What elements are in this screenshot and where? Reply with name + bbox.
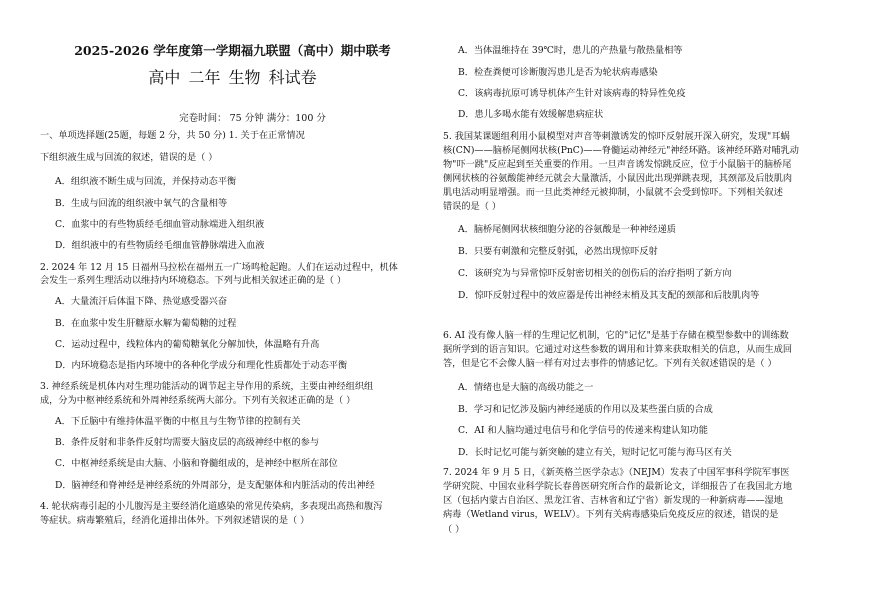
q3-option-d: D．脑神经和脊神经是神经系统的外周部分，是支配躯体和内脏活动的传出神经 — [55, 480, 375, 491]
q1-option-c: C．血浆中的有些物质经毛细血管动脉端进入组织液 — [55, 219, 265, 230]
q2-option-a: A．大量流汗后体温下降、热觉感受器兴奋 — [55, 296, 228, 307]
exam-subtitle: 高中 二年 生物 科试卷 — [148, 68, 317, 87]
q7-stem-line4: 病毒（Wetland virus，WELV）。下列有关病毒感染后免疫反应的叙述，错误的是 — [443, 509, 779, 520]
q3-option-c: C．中枢神经系统是由大脑、小脑和脊髓组成的，是神经中枢所在部位 — [55, 458, 338, 469]
q5-option-b: B．只要有刺激和完整反射弧，必然出现惊吓反射 — [458, 246, 658, 257]
q3-option-b: B．条件反射和非条件反射均需要大脑皮层的高级神经中枢的参与 — [55, 437, 320, 448]
section-heading: 一、单项选择题(25题，每题 2 分，共 50 分) 1. 关于在正常情况 — [40, 130, 305, 141]
q4-option-b: B．检查粪便可诊断腹泻患儿是否为轮状病毒感染 — [458, 67, 658, 78]
q5-stem-line5: 肌电活动明显增强。而一旦此类神经元被抑制，小鼠就不会受到惊吓。下列相关叙述 — [443, 187, 783, 198]
q6-option-b: B．学习和记忆涉及脑内神经递质的作用以及某些蛋白质的合成 — [458, 404, 713, 415]
q1-option-d: D．组织液中的有些物质经毛细血管静脉端进入血液 — [55, 240, 265, 251]
q7-stem-line3: 区（包括内蒙古自治区、黑龙江省、吉林省和辽宁省）新发现的一种新病毒——湿地 — [443, 495, 783, 506]
q1-option-b: B．生成与回流的组织液中氧气的含量相等 — [55, 198, 228, 209]
q1-option-a: A．组织液不断生成与回流，并保持动态平衡 — [55, 176, 237, 187]
q2-option-d: D．内环境稳态是指内环境中的各种化学成分和理化性质都处于动态平衡 — [55, 360, 348, 371]
q6-option-c: C．AI 和人脑均通过电信号和化学信号的传递来构建认知功能 — [458, 425, 708, 436]
q6-stem-line3: 答，但是它不会像人脑一样有对过去事件的情感记忆。下列有关叙述错误的是（ ） — [443, 358, 777, 369]
right-column — [443, 0, 838, 615]
q3-stem-line1: 3. 神经系统是机体内对生理功能活动的调节起主导作用的系统，主要由神经组织组 — [40, 381, 374, 392]
q3-option-a: A．下丘脑中有维持体温平衡的中枢且与生物节律的控制有关 — [55, 416, 301, 427]
q4-option-a: A．当体温维持在 39℃时，患儿的产热量与散热量相等 — [458, 45, 683, 56]
q4-stem-line2: 等症状。病毒繁殖后，经消化道排出体外。下列叙述错误的是（ ） — [40, 515, 310, 526]
exam-title: 2025-2026 学年度第一学期福九联盟（高中）期中联考 — [74, 43, 391, 58]
q7-stem-line5: （ ） — [443, 524, 465, 535]
q5-stem-line6: 错误的是（ ） — [443, 201, 502, 212]
q2-stem-line1: 2. 2024 年 12 月 15 日福州马拉松在福州五一广场鸣枪起跑。人们在运动过程中，机体 — [40, 262, 398, 273]
q3-stem-line2: 成，分为中枢神经系统和外周神经系统两大部分。下列有关叙述正确的是（ ） — [40, 395, 356, 406]
q1-stem: 下组织液生成与回流的叙述，错误的是（ ） — [40, 152, 218, 163]
q4-option-c: C．该病毒抗原可诱导机体产生针对该病毒的特异性免疫 — [458, 88, 686, 99]
q5-option-c: C．该研究为与异常惊吓反射密切相关的创伤后的治疗指明了新方向 — [458, 268, 732, 279]
q4-stem-line1: 4. 轮状病毒引起的小儿腹泻是主要经消化道感染的常见传染病，多表现出高热和腹泻 — [40, 501, 383, 512]
q5-option-a: A．脑桥尾侧网状核细胞分泌的谷氨酸是一种神经递质 — [458, 224, 676, 235]
q2-stem-line2: 会发生一系列生理活动以维持内环境稳态。下列与此相关叙述正确的是（ ） — [40, 275, 347, 286]
q5-stem-line4: 侧网状核的谷氨酸能神经元就会大量激活，小鼠因此出现弹跳表现，其颈部及后肢肌肉 — [443, 173, 793, 184]
q4-option-d: D．患儿多喝水能有效缓解患病症状 — [458, 109, 604, 120]
q7-stem-line2: 学研究院、中国农业科学院长春兽医研究所合作的最新论文，详细报告了在我国北方地 — [443, 481, 793, 492]
q5-stem-line1: 5. 我国某课题组利用小鼠模型对声音等刺激诱发的惊吓反射展开深入研究，发现"耳蜗 — [443, 131, 790, 142]
q6-stem-line1: 6. AI 没有像人脑一样的生理记忆机制，它的"记忆"是基于存储在模型参数中的训练数 — [443, 330, 789, 341]
q6-option-d: D．长时记忆可能与新突触的建立有关，短时记忆可能与海马区有关 — [458, 447, 732, 458]
exam-time-score: 完卷时间： 75 分钟 满分：100 分 — [179, 113, 326, 124]
q2-option-c: C．运动过程中，线粒体内的葡萄糖氧化分解加快，体温略有升高 — [55, 339, 320, 350]
left-column — [40, 0, 425, 615]
q5-stem-line3: 物"吓一跳"反应起到至关重要的作用。一旦声音诱发惊跳反应，位于小鼠脑干的脑桥尾 — [443, 159, 792, 170]
q5-stem-line2: 核(CN)——脑桥尾侧网状核(PnC)——脊髓运动神经元"神经环路。该神经环路对哺乳动 — [443, 145, 799, 156]
q6-stem-line2: 据所学到的语言知识。它通过对这些参数的调用和计算来获取相关的信息，从而生成回 — [443, 344, 793, 355]
q7-stem-line1: 7. 2024 年 9 月 5 日，《新英格兰医学杂志》（NEJM）发表了中国军事科学院军事医 — [443, 467, 790, 478]
q2-option-b: B．在血浆中发生肝糖原水解为葡萄糖的过程 — [55, 318, 237, 329]
q5-option-d: D．惊吓反射过程中的效应器是传出神经末梢及其支配的颈部和后肢肌肉等 — [458, 290, 760, 301]
q6-option-a: A．情绪也是大脑的高级功能之一 — [458, 382, 594, 393]
